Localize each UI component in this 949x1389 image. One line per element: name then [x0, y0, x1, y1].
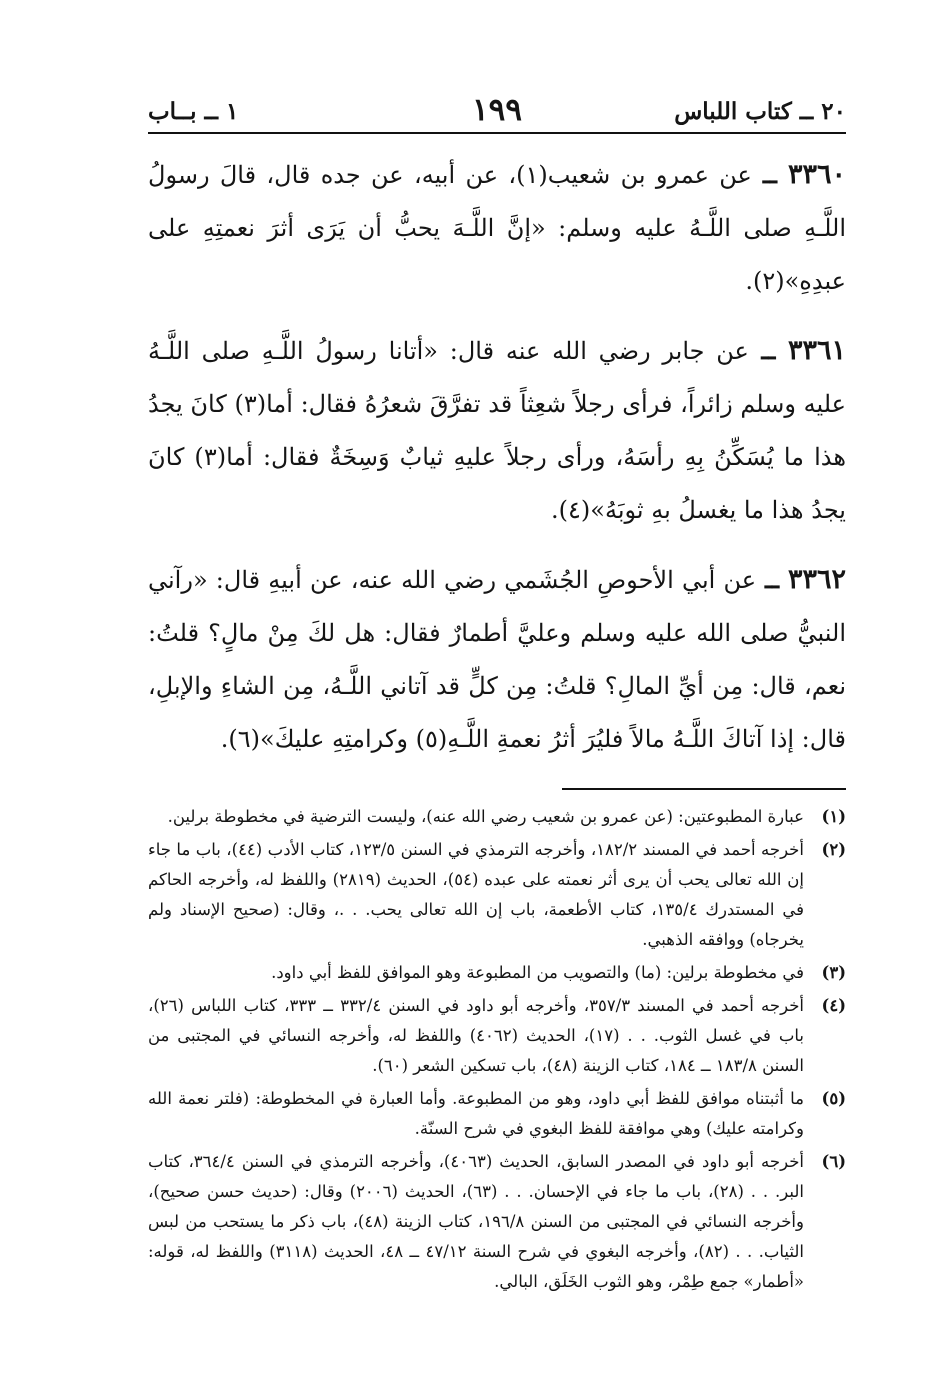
footnote-text: أخرجه أحمد في المسند ٣٥٧/٣، وأخرجه أبو داود في السنن ٣٣٢/٤ ــ ٣٣٣، كتاب اللباس (٢٦)، باب في غسل الثوب. . . (١٧)، الحديث (٤٠٦٢) واللفظ له، وأخرجه النسائي في المجتبى من السنن ١٨٣/٨ ــ ١٨٤، كتاب الزينة (٤٨)، باب تسكين الشعر (٦٠).	[148, 996, 804, 1075]
hadith-number: ٣٣٦١	[787, 335, 846, 366]
footnote-1	[148, 802, 846, 832]
hadith-dash: ــ	[751, 160, 788, 189]
hadith-3360	[148, 148, 846, 308]
footnote-number: (٦)	[821, 1152, 846, 1171]
footnote-number: (٥)	[821, 1089, 846, 1108]
footnote-number: (١)	[821, 807, 846, 826]
hadith-number: ٣٣٦٠	[787, 159, 846, 190]
footnote-text: ما أثبتناه موافق للفظ أبي داود، وهو من المطبوعة. وأما العبارة في المخطوطة: (فلتر نعمة الله وكرامته عليك) وهي موافقة للفظ البغوي في شرح السنّة.	[148, 1089, 804, 1138]
footnote-number: (٢)	[821, 840, 846, 859]
chapter-title: ٢٠ ــ كتاب اللباس	[674, 98, 846, 125]
main-text	[148, 148, 846, 766]
footnote-text: عبارة المطبوعتين: (عن عمرو بن شعيب رضي الله عنه)، وليست الترضية في مخطوطة برلين.	[167, 807, 804, 826]
footnote-5	[148, 1084, 846, 1144]
footnote-number: (٣)	[821, 963, 846, 982]
footnote-separator	[562, 788, 846, 790]
footnote-text: أخرجه أبو داود في المصدر السابق، الحديث (٤٠٦٣)، وأخرجه الترمذي في السنن ٣٦٤/٤، كتاب البر. . . (٢٨)، باب ما جاء في الإحسان. . . (٦٣)، الحديث (٢٠٠٦) وقال: (حديث حسن صحيح)، وأخرجه النسائي في المجتبى من السنن ١٩٦/٨، كتاب الزينة (٤٨)، باب ذكر ما يستحب من لبس الثياب. . . (٨٢)، وأخرجه البغوي في شرح السنة ٤٧/١٢ ــ ٤٨، الحديث (٣١١٨) واللفظ له، قوله: «أطمار» جمع طِمْر، وهو الثوب الخَلَق، البالي.	[148, 1152, 804, 1291]
running-header	[148, 92, 846, 134]
hadith-3362	[148, 553, 846, 766]
footnote-2	[148, 835, 846, 955]
hadith-text: عن جابر رضي الله عنه قال: «أتانا رسولُ اللَّـهِ صلى اللَّـهُ عليه وسلم زائراً، فرأى رجلاً شعِثاً قد تفرَّقَ شعرُهُ فقال: أما(٣) كانَ يجدُ هذا ما يُسَكِّنُ بِهِ رأسَهُ، ورأى رجلاً عليهِ ثيابٌ وَسِخَةٌ فقال: أما(٣) كانَ يجدُ هذا ما يغسلُ بهِ ثوبَهُ»(٤).	[148, 337, 847, 524]
footnote-4	[148, 991, 846, 1081]
footnote-3	[148, 958, 846, 988]
footnote-6	[148, 1147, 846, 1297]
section-title: ١ ــ بــاب	[148, 98, 239, 125]
hadith-dash: ــ	[756, 565, 788, 594]
footnotes	[148, 802, 846, 1297]
footnote-text: في مخطوطة برلين: (ما) والتصويب من المطبوعة وهو الموافق للفظ أبي داود.	[271, 963, 804, 982]
hadith-text: عن عمرو بن شعيب(١)، عن أبيه، عن جده قال، قالَ رسولُ اللَّـهِ صلى اللَّـهُ عليه وسلم: «إنَّ اللَّـهَ يحبُّ أن يَرَى أثرَ نعمتِهِ على عبدِهِ»(٢).	[148, 161, 846, 295]
footnote-text: أخرجه أحمد في المسند ١٨٢/٢، وأخرجه الترمذي في السنن ١٢٣/٥، كتاب الأدب (٤٤)، باب ما جاء إن الله تعالى يحب أن يرى أثر نعمته على عبده (٥٤)، الحديث (٢٨١٩) واللفظ له، وأخرجه الحاكم في المستدرك ١٣٥/٤، كتاب الأطعمة، باب إن الله تعالى يحب. . .، وقال: (صحيح الإسناد ولم يخرجاه) ووافقه الذهبي.	[148, 840, 804, 949]
book-page	[148, 92, 846, 1300]
hadith-text: عن أبي الأحوصِ الجُشَمي رضي الله عنه، عن أبيهِ قال: «رآني النبيُّ صلى الله عليه وسلم وعليَّ أطمارٌ فقال: هل لكَ مِنْ مالٍ؟ قلتُ: نعم، قال: مِن أيِّ المالِ؟ قلتُ: مِن كلٍّ قد آتاني اللَّـهُ، مِن الشاءِ والإبلِ، قال: إذا آتاكَ اللَّـهُ مالاً فليُرَ أثرُ نعمةِ اللَّـهِ(٥) وكرامتِهِ عليكَ»(٦).	[148, 566, 846, 753]
hadith-3361	[148, 324, 846, 537]
page-number: ١٩٩	[472, 92, 522, 128]
footnote-number: (٤)	[821, 996, 846, 1015]
hadith-dash: ــ	[748, 336, 788, 365]
hadith-number: ٣٣٦٢	[787, 564, 846, 595]
